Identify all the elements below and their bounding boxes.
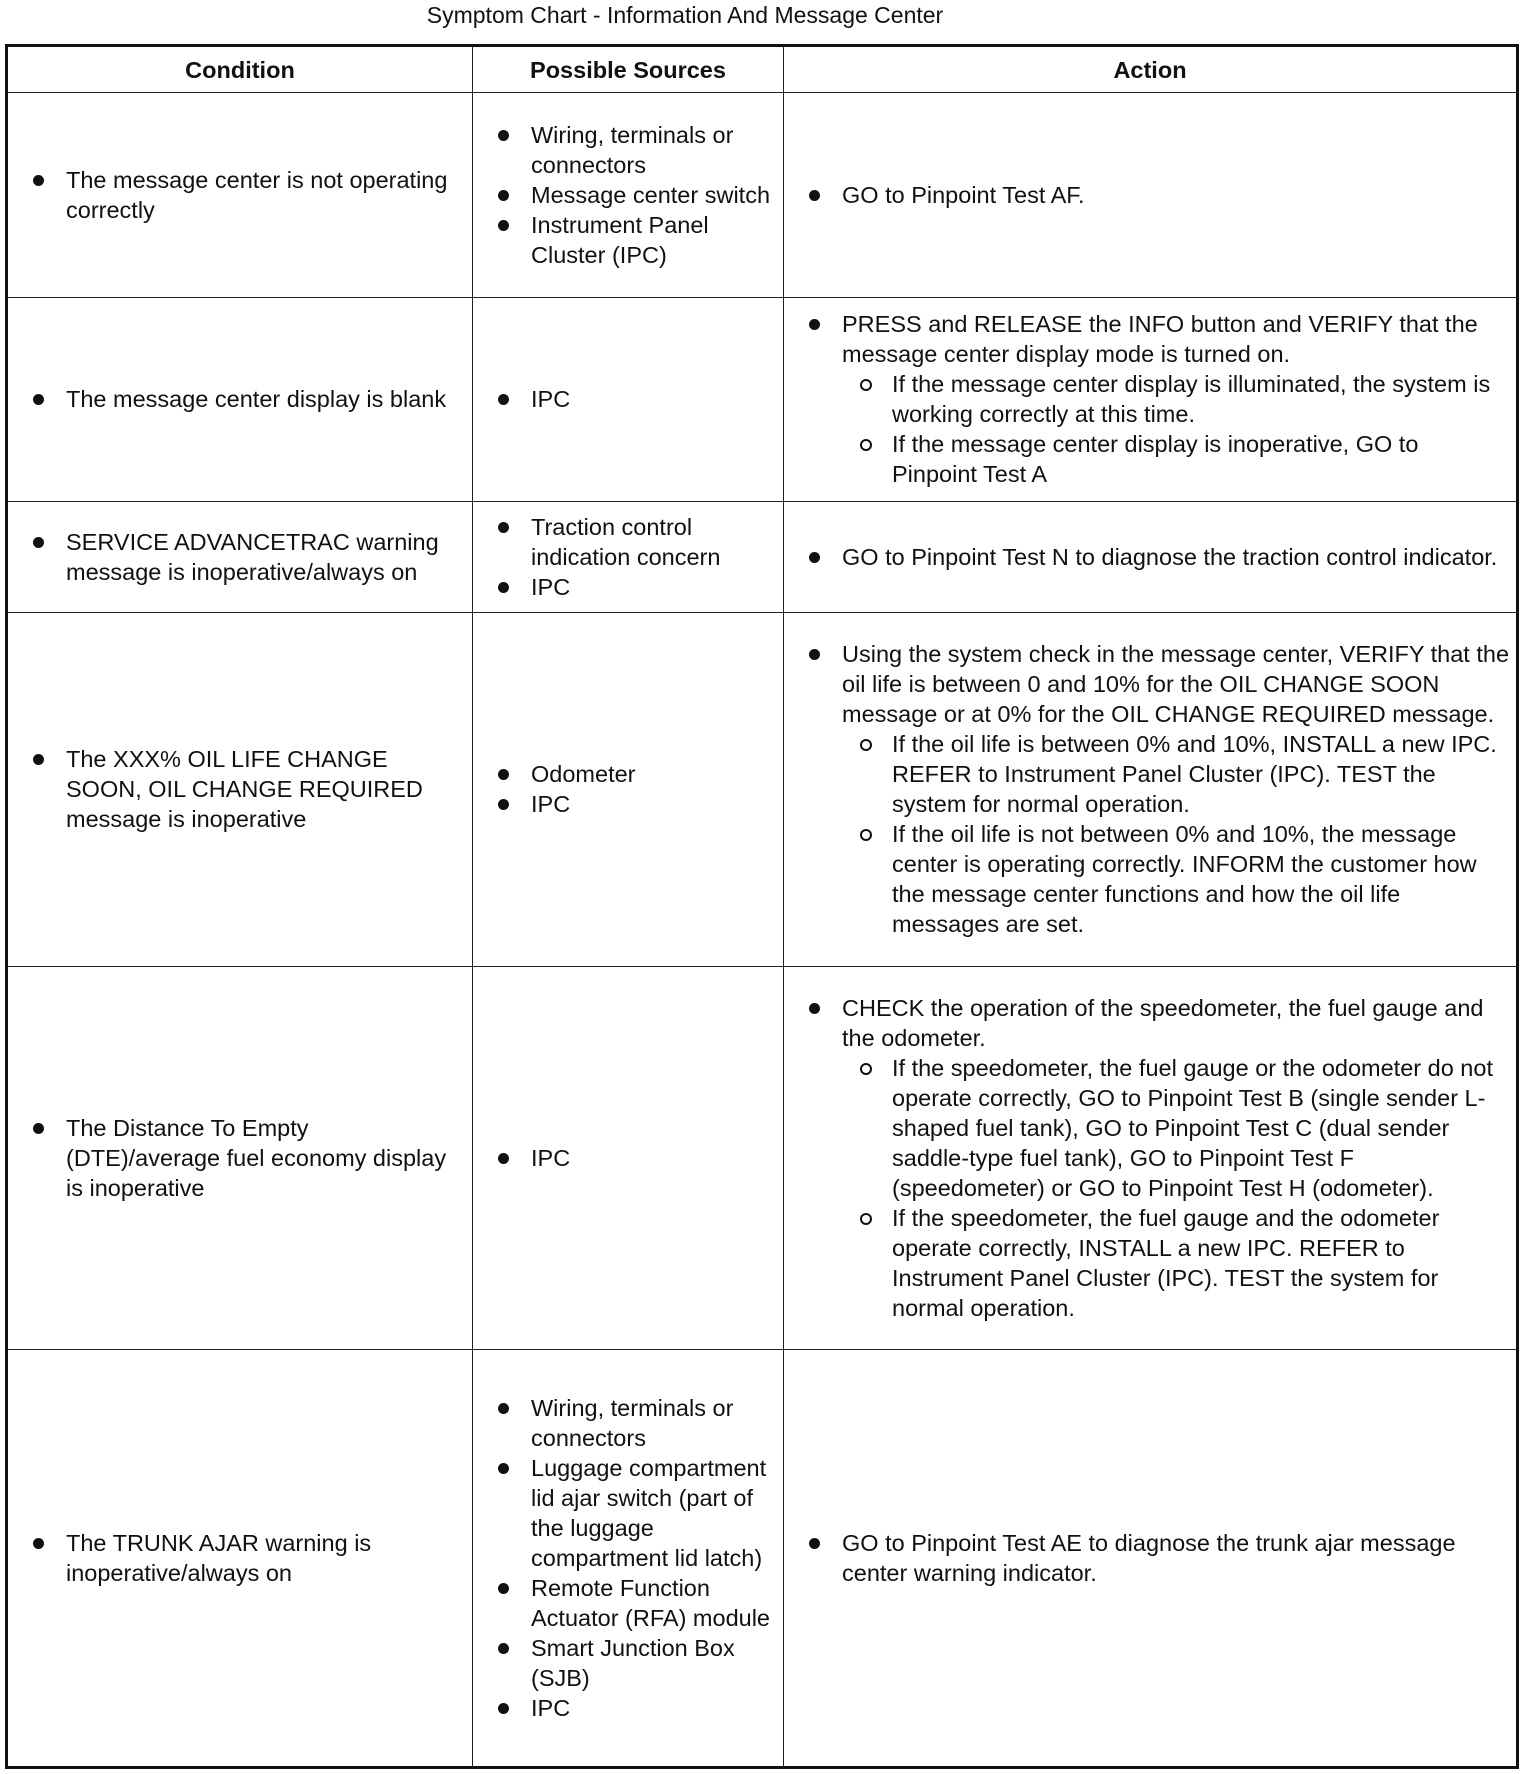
action-cell <box>784 502 1518 613</box>
symptom-chart-table <box>5 44 1519 1769</box>
list-item-text: IPC <box>531 1694 571 1721</box>
condition-cell <box>7 612 473 966</box>
list-item <box>473 1143 783 1173</box>
list-item <box>784 993 1516 1323</box>
possible-sources-cell <box>473 502 784 613</box>
possible-sources-cell-list <box>473 759 783 819</box>
bullet-icon <box>498 394 509 405</box>
hollow-bullet-icon <box>860 439 872 451</box>
table-row <box>7 297 1518 502</box>
sub-list-item <box>842 369 1510 429</box>
condition-cell <box>7 966 473 1349</box>
bullet-icon <box>498 582 509 593</box>
sub-list-item-text: If the message center display is illuminated, the system is working correctly at this time. <box>892 371 1491 428</box>
list-item <box>473 1393 783 1453</box>
table-row <box>7 93 1518 298</box>
list-item-text: The TRUNK AJAR warning is inoperative/always on <box>66 1529 372 1586</box>
condition-cell <box>7 93 473 298</box>
list-item-text: The message center is not operating correctly <box>66 166 448 223</box>
possible-sources-cell-list <box>473 384 783 414</box>
list-item <box>8 1528 472 1588</box>
list-item <box>784 309 1516 489</box>
list-item <box>473 572 783 602</box>
bullet-icon <box>498 190 509 201</box>
bullet-icon <box>33 537 44 548</box>
sub-list <box>842 1053 1510 1323</box>
list-item-text: GO to Pinpoint Test AF. <box>842 181 1085 208</box>
action-cell <box>784 93 1518 298</box>
list-item <box>473 512 783 572</box>
bullet-icon <box>809 1003 820 1014</box>
hollow-bullet-icon <box>860 1063 872 1075</box>
list-item <box>8 384 472 414</box>
possible-sources-cell <box>473 966 784 1349</box>
action-cell <box>784 297 1518 502</box>
list-item <box>473 789 783 819</box>
list-item-text: GO to Pinpoint Test AE to diagnose the trunk ajar message center warning indicator. <box>842 1529 1456 1586</box>
bullet-icon <box>809 552 820 563</box>
document-title <box>0 0 1520 30</box>
bullet-icon <box>809 649 820 660</box>
condition-cell-list <box>8 1113 472 1203</box>
bullet-icon <box>498 769 509 780</box>
table-row <box>7 1349 1518 1767</box>
list-item-text: GO to Pinpoint Test N to diagnose the traction control indicator. <box>842 544 1498 570</box>
list-item-text: Odometer <box>531 761 636 788</box>
list-item-text: SERVICE ADVANCETRAC warning message is inoperative/always on <box>66 529 439 585</box>
list-item <box>473 1693 783 1723</box>
action-cell-list <box>784 639 1516 939</box>
list-item-text: Message center switch <box>531 181 771 208</box>
list-item-text: Wiring, terminals or connectors <box>531 1394 734 1451</box>
sub-list-item-text: If the speedometer, the fuel gauge or the odometer do not operate correctly, GO to Pinpoint Test B (single sender L-shaped fuel tank), GO to Pinpoint Test C (dual sender saddle-type fuel tank), GO to Pinpoint Test F (speedometer) or GO to Pinpoint Test H (odometer). <box>892 1054 1493 1201</box>
list-item <box>473 180 783 210</box>
list-item-text: Wiring, terminals or connectors <box>531 121 734 178</box>
list-item-text: The Distance To Empty (DTE)/average fuel economy display is inoperative <box>66 1114 447 1201</box>
list-item-text: The XXX% OIL LIFE CHANGE SOON, OIL CHANGE REQUIRED message is inoperative <box>66 746 423 833</box>
condition-cell <box>7 1349 473 1767</box>
bullet-icon <box>498 1703 509 1714</box>
document-title-text: Symptom Chart - Information And Message Center <box>426 2 944 28</box>
action-cell <box>784 612 1518 966</box>
list-item <box>784 639 1516 939</box>
list-item <box>8 1113 472 1203</box>
hollow-bullet-icon <box>860 1213 872 1225</box>
bullet-icon <box>33 754 44 765</box>
action-cell-list <box>784 180 1516 210</box>
bullet-icon <box>498 130 509 141</box>
bullet-icon <box>498 220 509 231</box>
possible-sources-cell-list <box>473 1393 783 1723</box>
table-row <box>7 612 1518 966</box>
sub-list-item-text: If the oil life is between 0% and 10%, INSTALL a new IPC. REFER to Instrument Panel Cluster (IPC). TEST the system for normal operation. <box>892 731 1497 818</box>
sub-list <box>842 369 1510 489</box>
list-item-text: The message center display is blank <box>66 386 447 413</box>
list-item <box>784 180 1516 210</box>
sub-list-item-text: If the message center display is inoperative, GO to Pinpoint Test A <box>892 431 1419 488</box>
sub-list-item <box>842 429 1510 489</box>
sub-list-item-text: If the speedometer, the fuel gauge and the odometer operate correctly, INSTALL a new IPC. REFER to Instrument Panel Cluster (IPC). TEST the system for normal operation. <box>892 1204 1440 1321</box>
list-item-text: CHECK the operation of the speedometer, the fuel gauge and the odometer. <box>842 994 1484 1051</box>
sub-list-item <box>842 1053 1510 1203</box>
list-item <box>8 165 472 225</box>
action-cell <box>784 1349 1518 1767</box>
hollow-bullet-icon <box>860 379 872 391</box>
list-item <box>784 1528 1516 1588</box>
bullet-icon <box>33 394 44 405</box>
list-item-text: PRESS and RELEASE the INFO button and VERIFY that the message center display mode is turned on. <box>842 311 1478 368</box>
list-item-text: Smart Junction Box (SJB) <box>531 1634 735 1691</box>
sub-list-item <box>842 1203 1510 1323</box>
possible-sources-cell-list <box>473 120 783 270</box>
list-item <box>473 210 783 270</box>
hollow-bullet-icon <box>860 739 872 751</box>
bullet-icon <box>33 1123 44 1134</box>
list-item-text: IPC <box>531 791 571 818</box>
condition-cell <box>7 297 473 502</box>
possible-sources-cell <box>473 93 784 298</box>
condition-cell <box>7 502 473 613</box>
bullet-icon <box>33 1538 44 1549</box>
chart-body <box>7 93 1518 1768</box>
condition-cell-list <box>8 384 472 414</box>
bullet-icon <box>809 1538 820 1549</box>
sub-list-item-text: If the oil life is not between 0% and 10%, the message center is operating correctly. INFORM the customer how the message center functions and how the oil life messages are set. <box>892 821 1477 938</box>
hollow-bullet-icon <box>860 829 872 841</box>
bullet-icon <box>498 1153 509 1164</box>
header-condition: Condition <box>7 46 473 93</box>
list-item <box>473 759 783 789</box>
list-item <box>473 120 783 180</box>
table-row <box>7 502 1518 613</box>
header-action: Action <box>784 46 1518 93</box>
list-item-text: IPC <box>531 574 571 600</box>
action-cell-list <box>784 309 1516 489</box>
action-cell <box>784 966 1518 1349</box>
bullet-icon <box>498 522 509 533</box>
list-item <box>473 384 783 414</box>
list-item-text: Using the system check in the message center, VERIFY that the oil life is between 0 and 10% for the OIL CHANGE SOON message or at 0% for the OIL CHANGE REQUIRED message. <box>842 641 1510 728</box>
list-item <box>784 542 1516 572</box>
list-item <box>473 1453 783 1573</box>
list-item-text: Instrument Panel Cluster (IPC) <box>531 211 709 268</box>
list-item <box>8 744 472 834</box>
sub-list <box>842 729 1510 939</box>
action-cell-list <box>784 542 1516 572</box>
list-item-text: Luggage compartment lid ajar switch (part of the luggage compartment lid latch) <box>531 1454 767 1571</box>
action-cell-list <box>784 993 1516 1323</box>
condition-cell-list <box>8 1528 472 1588</box>
sub-list-item <box>842 819 1510 939</box>
possible-sources-cell <box>473 1349 784 1767</box>
table-row <box>7 966 1518 1349</box>
bullet-icon <box>498 1583 509 1594</box>
possible-sources-cell-list <box>473 1143 783 1173</box>
bullet-icon <box>498 799 509 810</box>
bullet-icon <box>498 1643 509 1654</box>
condition-cell-list <box>8 527 472 587</box>
list-item-text: IPC <box>531 386 571 413</box>
bullet-icon <box>33 175 44 186</box>
bullet-icon <box>498 1463 509 1474</box>
list-item-text: Traction control indication concern <box>531 514 721 570</box>
list-item <box>8 527 472 587</box>
possible-sources-cell <box>473 297 784 502</box>
sub-list-item <box>842 729 1510 819</box>
possible-sources-cell <box>473 612 784 966</box>
bullet-icon <box>498 1403 509 1414</box>
list-item-text: IPC <box>531 1144 571 1171</box>
condition-cell-list <box>8 165 472 225</box>
condition-cell-list <box>8 744 472 834</box>
header-possible-sources: Possible Sources <box>473 46 784 93</box>
header-row <box>7 46 1518 93</box>
bullet-icon <box>809 190 820 201</box>
list-item-text: Remote Function Actuator (RFA) module <box>531 1574 771 1631</box>
bullet-icon <box>809 319 820 330</box>
list-item <box>473 1573 783 1633</box>
possible-sources-cell-list <box>473 512 783 602</box>
list-item <box>473 1633 783 1693</box>
action-cell-list <box>784 1528 1516 1588</box>
